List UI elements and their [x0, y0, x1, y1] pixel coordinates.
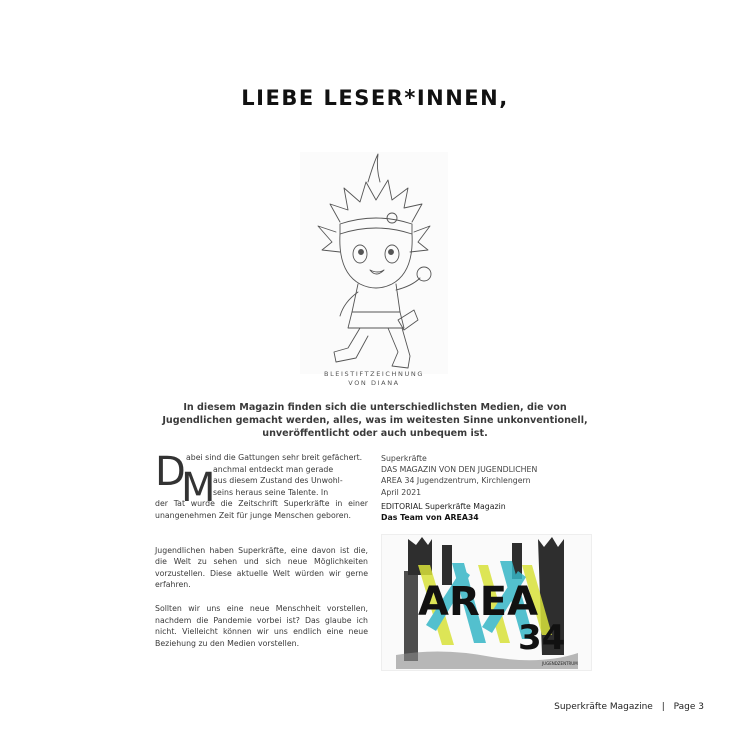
article-paragraph-3: Sollten wir uns eine neue Menschheit vorstellen, nachdem die Pandemie vorbei ist? Das glaube ich nicht. Vielleicht können wir uns endlich eine neue Beziehung zu den Medien vorstellen.: [155, 603, 368, 648]
logo-small: JUGENDZENTRUM: [542, 661, 578, 666]
article-line-1: abei sind die Gattungen sehr breit gefächert.: [186, 453, 363, 462]
article-paragraph-1: [155, 449, 368, 522]
imprint-line-4: April 2021: [381, 487, 422, 497]
intro-paragraph: In diesem Magazin finden sich die unterschiedlichsten Medien, die von Jugendlichen gemacht werden, alles, was im weitesten Sinne unkonventionell, unveröffentlicht oder auch unbequem ist.: [162, 402, 588, 439]
article-line-4: seins heraus seine Talente. In: [213, 487, 329, 497]
drawing-caption-line1: BLEISTIFTZEICHNUNG: [324, 370, 424, 378]
imprint-line-1: Superkräfte: [381, 454, 427, 463]
page-footer: [554, 702, 704, 712]
imprint-block: [381, 453, 601, 523]
area34-logo: [381, 534, 592, 671]
dropcap-d: D: [155, 449, 186, 495]
imprint-editorial: [381, 501, 601, 512]
article-paragraph-2: Jugendlichen haben Superkräfte, eine davon ist die, die Welt zu sehen und sich neue Möglichkeiten vorzustellen. Diese aktuelle Welt würden wir gerne erfahren.: [155, 545, 368, 590]
page-title: LIEBE LESER*INNEN,: [241, 86, 509, 110]
logo-word: AREA: [418, 579, 539, 625]
footer-separator: |: [661, 702, 665, 712]
article-rest: der Tat wurde die Zeitschrift Superkräfte in einer unangenehmen Zeit für junge Menschen geboren.: [155, 499, 368, 520]
drawing-caption-line2: VON DIANA: [348, 379, 400, 387]
logo-number: 34: [518, 618, 566, 658]
article-line-3: aus diesem Zustand des Unwohl-: [213, 476, 343, 486]
footer-magazine: Superkräfte Magazine: [554, 702, 653, 712]
imprint-line-3: AREA 34 Jugendzentrum, Kirchlengern: [381, 476, 531, 486]
pencil-drawing-illustration: [300, 152, 448, 374]
article-column: [155, 449, 368, 649]
footer-page-number: Page 3: [673, 702, 704, 712]
imprint-line-2: DAS MAGAZIN VON DEN JUGENDLICHEN: [381, 465, 538, 475]
area34-logo-graphic: [382, 535, 592, 671]
article-line-2: anchmal entdeckt man gerade: [213, 464, 334, 474]
editorial-label: EDITORIAL: [381, 501, 423, 511]
dropcap-m: M: [181, 465, 216, 511]
imprint-team: Das Team von AREA34: [381, 513, 479, 523]
drawing-caption: [300, 370, 448, 388]
editorial-text: Superkräfte Magazin: [425, 501, 506, 511]
